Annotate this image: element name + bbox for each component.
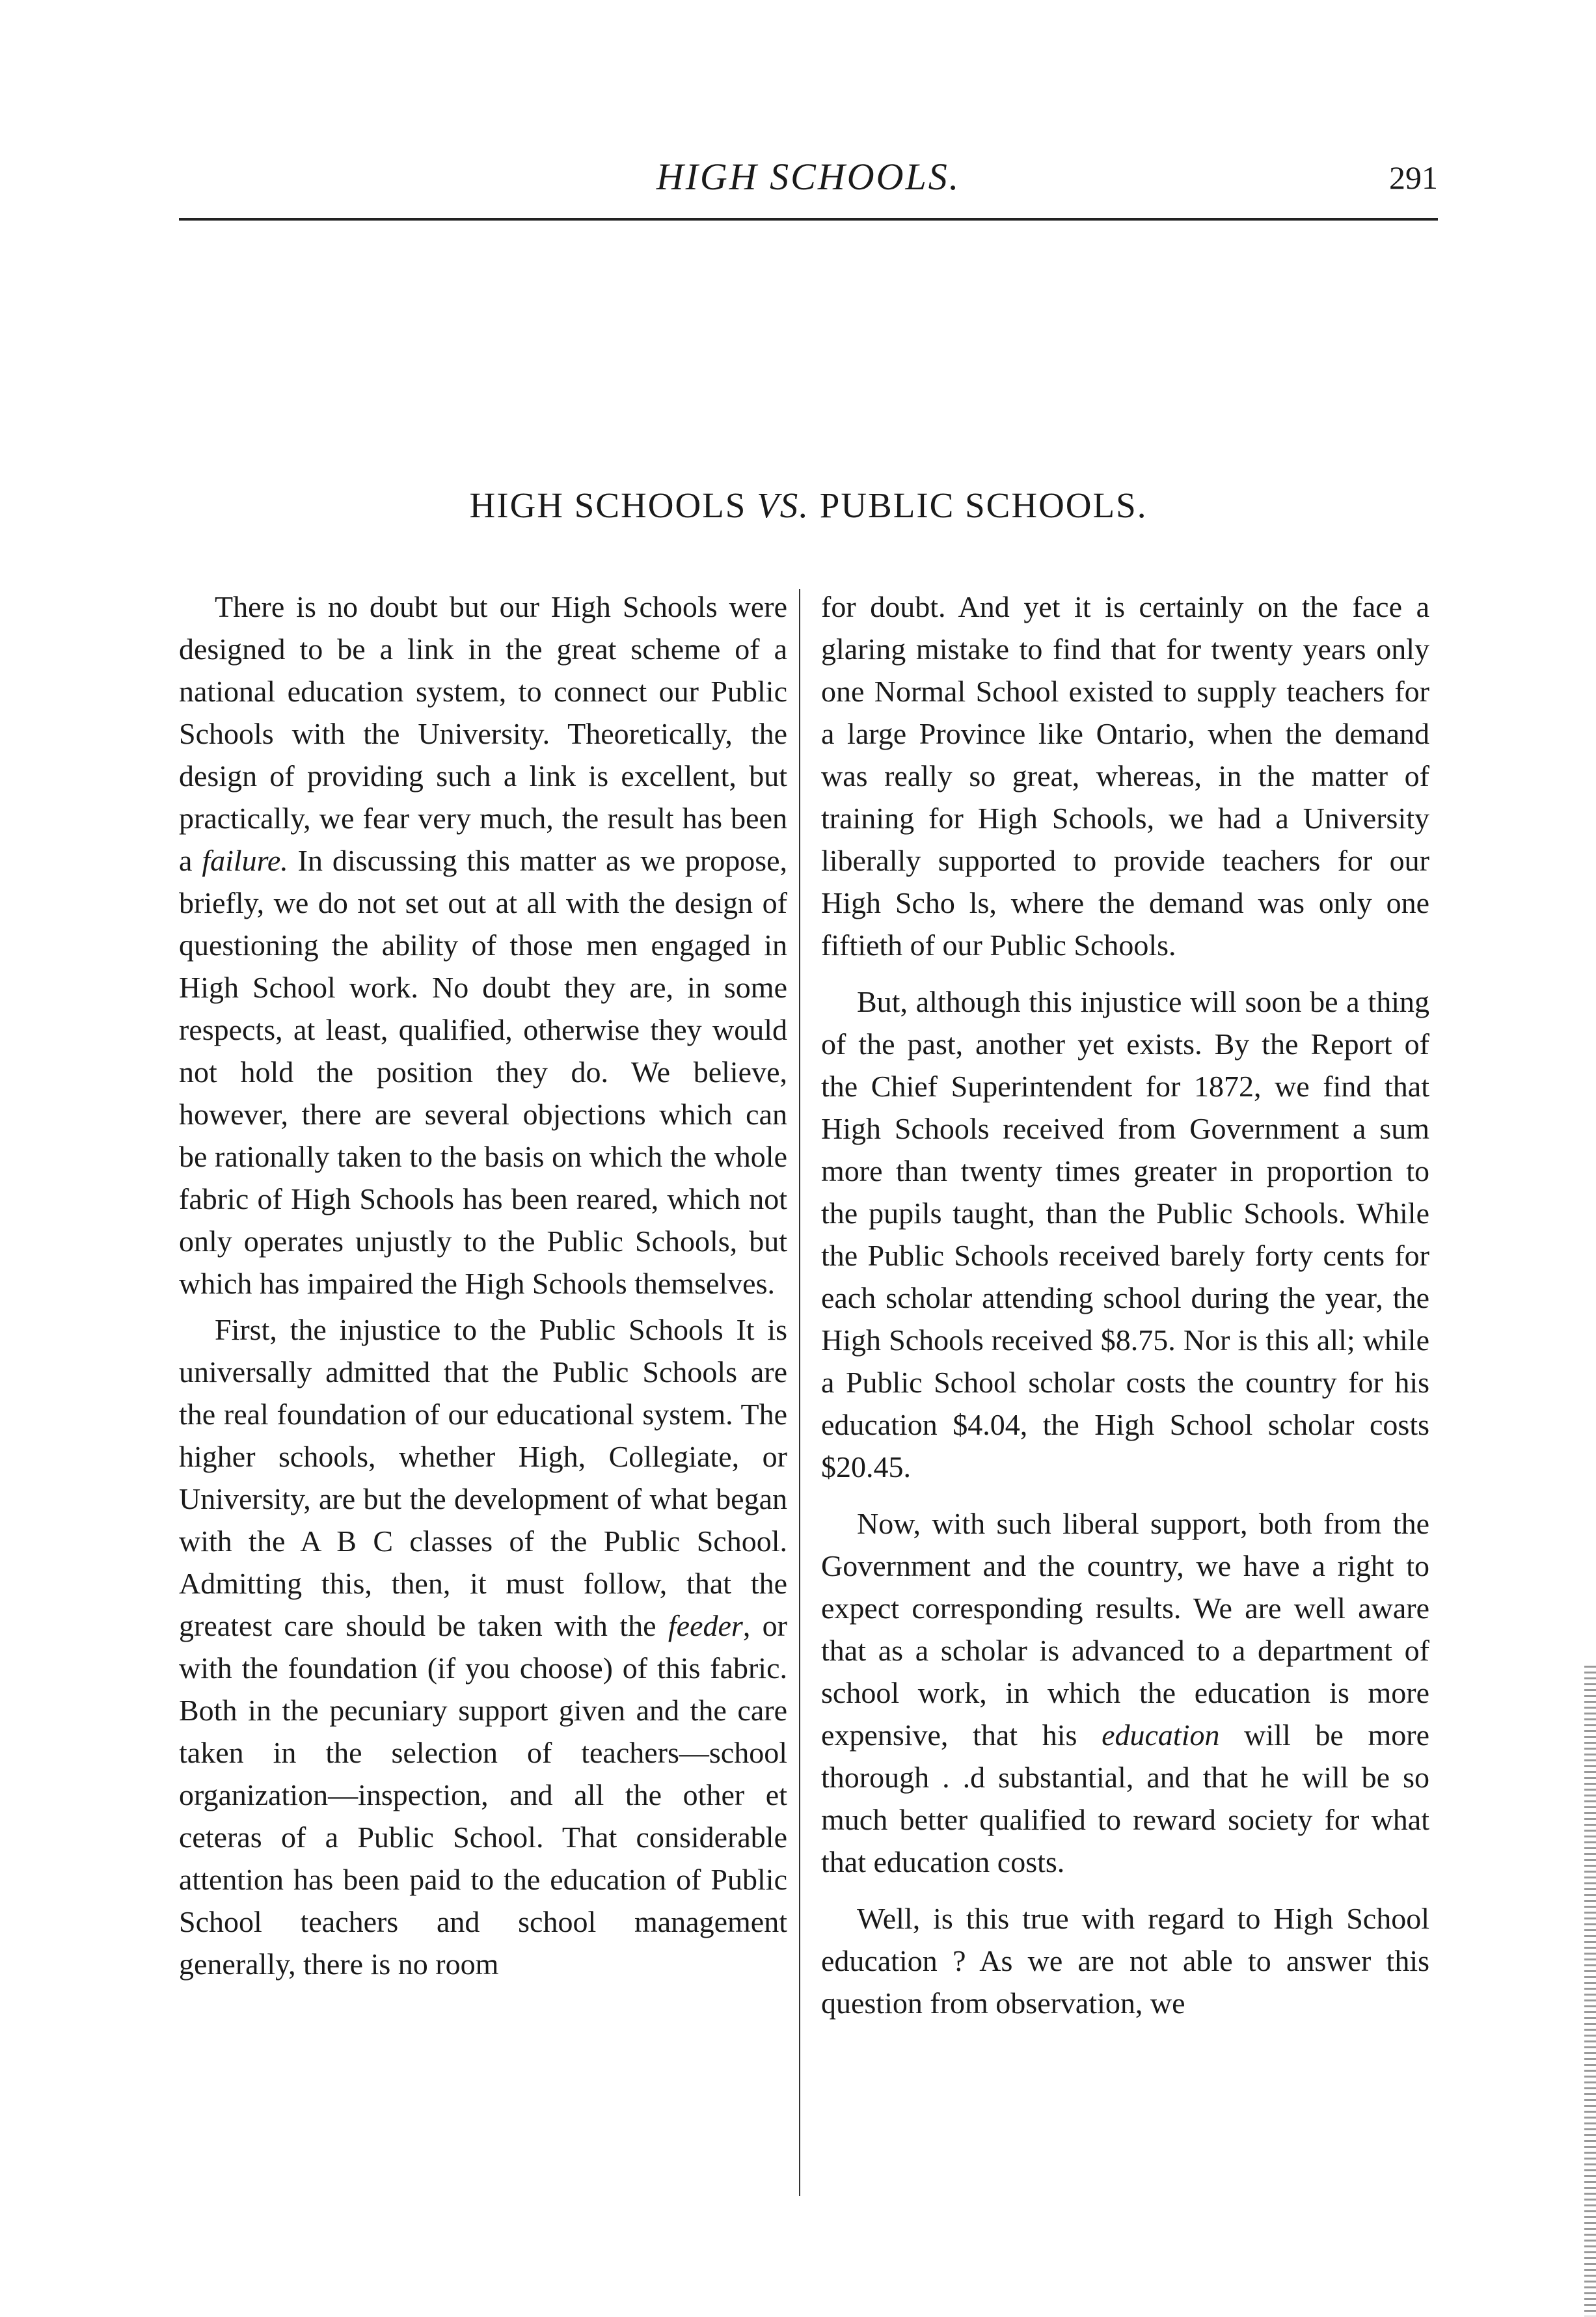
left-p1-text-a: There is no doubt but our High Schools were designed to be a link in the great scheme of a national education system, to connect our Public Schools with the University. Theoretically, the design of providing such a link is excellent, but practically, we fear very much, the result has been a bbox=[179, 590, 787, 877]
article-title-vs: VS. bbox=[757, 485, 809, 525]
right-paragraph-2: But, although this injustice will soon be a thing of the past, another yet exists. By the Report of the Chief Superintendent for 1872, we find that High Schools received from Government a sum more than twenty times greater in proportion to the pupils taught, than the Public Schools. While the Public Schools received barely forty cents for each scholar attending school during the year, the High Schools received $8.75. Nor is this all; while a Public School scholar costs the country for his education $4.04, the High School scholar costs $20.45. bbox=[821, 985, 1429, 1484]
left-p2-emphasis: feeder bbox=[668, 1609, 743, 1642]
right-paragraph-4: Well, is this true with regard to High School education ? As we are not able to answer this question from observation, we bbox=[821, 1902, 1429, 2020]
left-paragraph-1 bbox=[179, 586, 787, 1305]
scan-edge-shadow bbox=[1584, 1666, 1596, 2316]
right-p3-emphasis: education bbox=[1102, 1718, 1220, 1752]
right-column bbox=[821, 586, 1429, 2024]
left-paragraph-2 bbox=[179, 1308, 787, 1985]
right-paragraph-3 bbox=[821, 1502, 1429, 1883]
article-title bbox=[179, 485, 1438, 526]
left-p1-emphasis: failure. bbox=[202, 844, 288, 877]
article-title-part1: HIGH SCHOOLS bbox=[469, 485, 757, 525]
article-title-part2: PUBLIC SCHOOLS. bbox=[809, 485, 1148, 525]
right-p3-text-a: Now, with such liberal support, both from the Government and the country, we have a right to expect corresponding results. We are well aware that as a scholar is advanced to a department of school work, in which the education is more expensive, that his bbox=[821, 1507, 1429, 1752]
header-rule bbox=[179, 218, 1438, 221]
left-column bbox=[179, 586, 787, 1985]
running-head bbox=[179, 155, 1438, 200]
page-number: 291 bbox=[1389, 159, 1438, 196]
left-p1-text-b: In discussing this matter as we propose, briefly, we do not set out at all with the design of questioning the ability of those men engaged in High School work. No doubt they are, in some respects, at least, qualified, otherwise they would not hold the position they do. We believe, however, there are several objections which can be rationally taken to the basis on which the whole fabric of High Schools has been reared, which not only operates unjustly to the Public Schools, but which has impaired the High Schools themselves. bbox=[179, 844, 788, 1300]
left-p2-text-b: , or with the foundation (if you choose) of this fabric. Both in the pecuniary support given and the care taken in the selection of teachers—school organization—inspection, and all the other et ceteras of a Public School. That considerable attention has been paid to the education of Public School teachers and school management generally, there is no room bbox=[179, 1609, 787, 1981]
right-paragraph-1: for doubt. And yet it is certainly on the face a glaring mistake to find that for twenty years only one Normal School existed to supply teachers for a large Province like Ontario, when the demand was really so great, whereas, in the matter of training for High Schools, we had a University liberally supported to provide teachers for our High Scho ls, where the demand was only one fiftieth of our Public Schools. bbox=[821, 590, 1429, 962]
running-title: HIGH SCHOOLS. bbox=[656, 156, 961, 198]
column-divider bbox=[799, 589, 800, 2196]
right-p3-text-b: will be more thorough . .d substantial, and that he will be so much better qualified to reward society for what that education costs. bbox=[821, 1718, 1429, 1878]
left-p2-text-a: First, the injustice to the Public Schools It is universally admitted that the Public Schools are the real foundation of our educational system. The higher schools, whether High, Collegiate, or University, are but the development of what began with the A B C classes of the Public School. Admitting this, then, it must follow, that the greatest care should be taken with the bbox=[179, 1313, 787, 1642]
